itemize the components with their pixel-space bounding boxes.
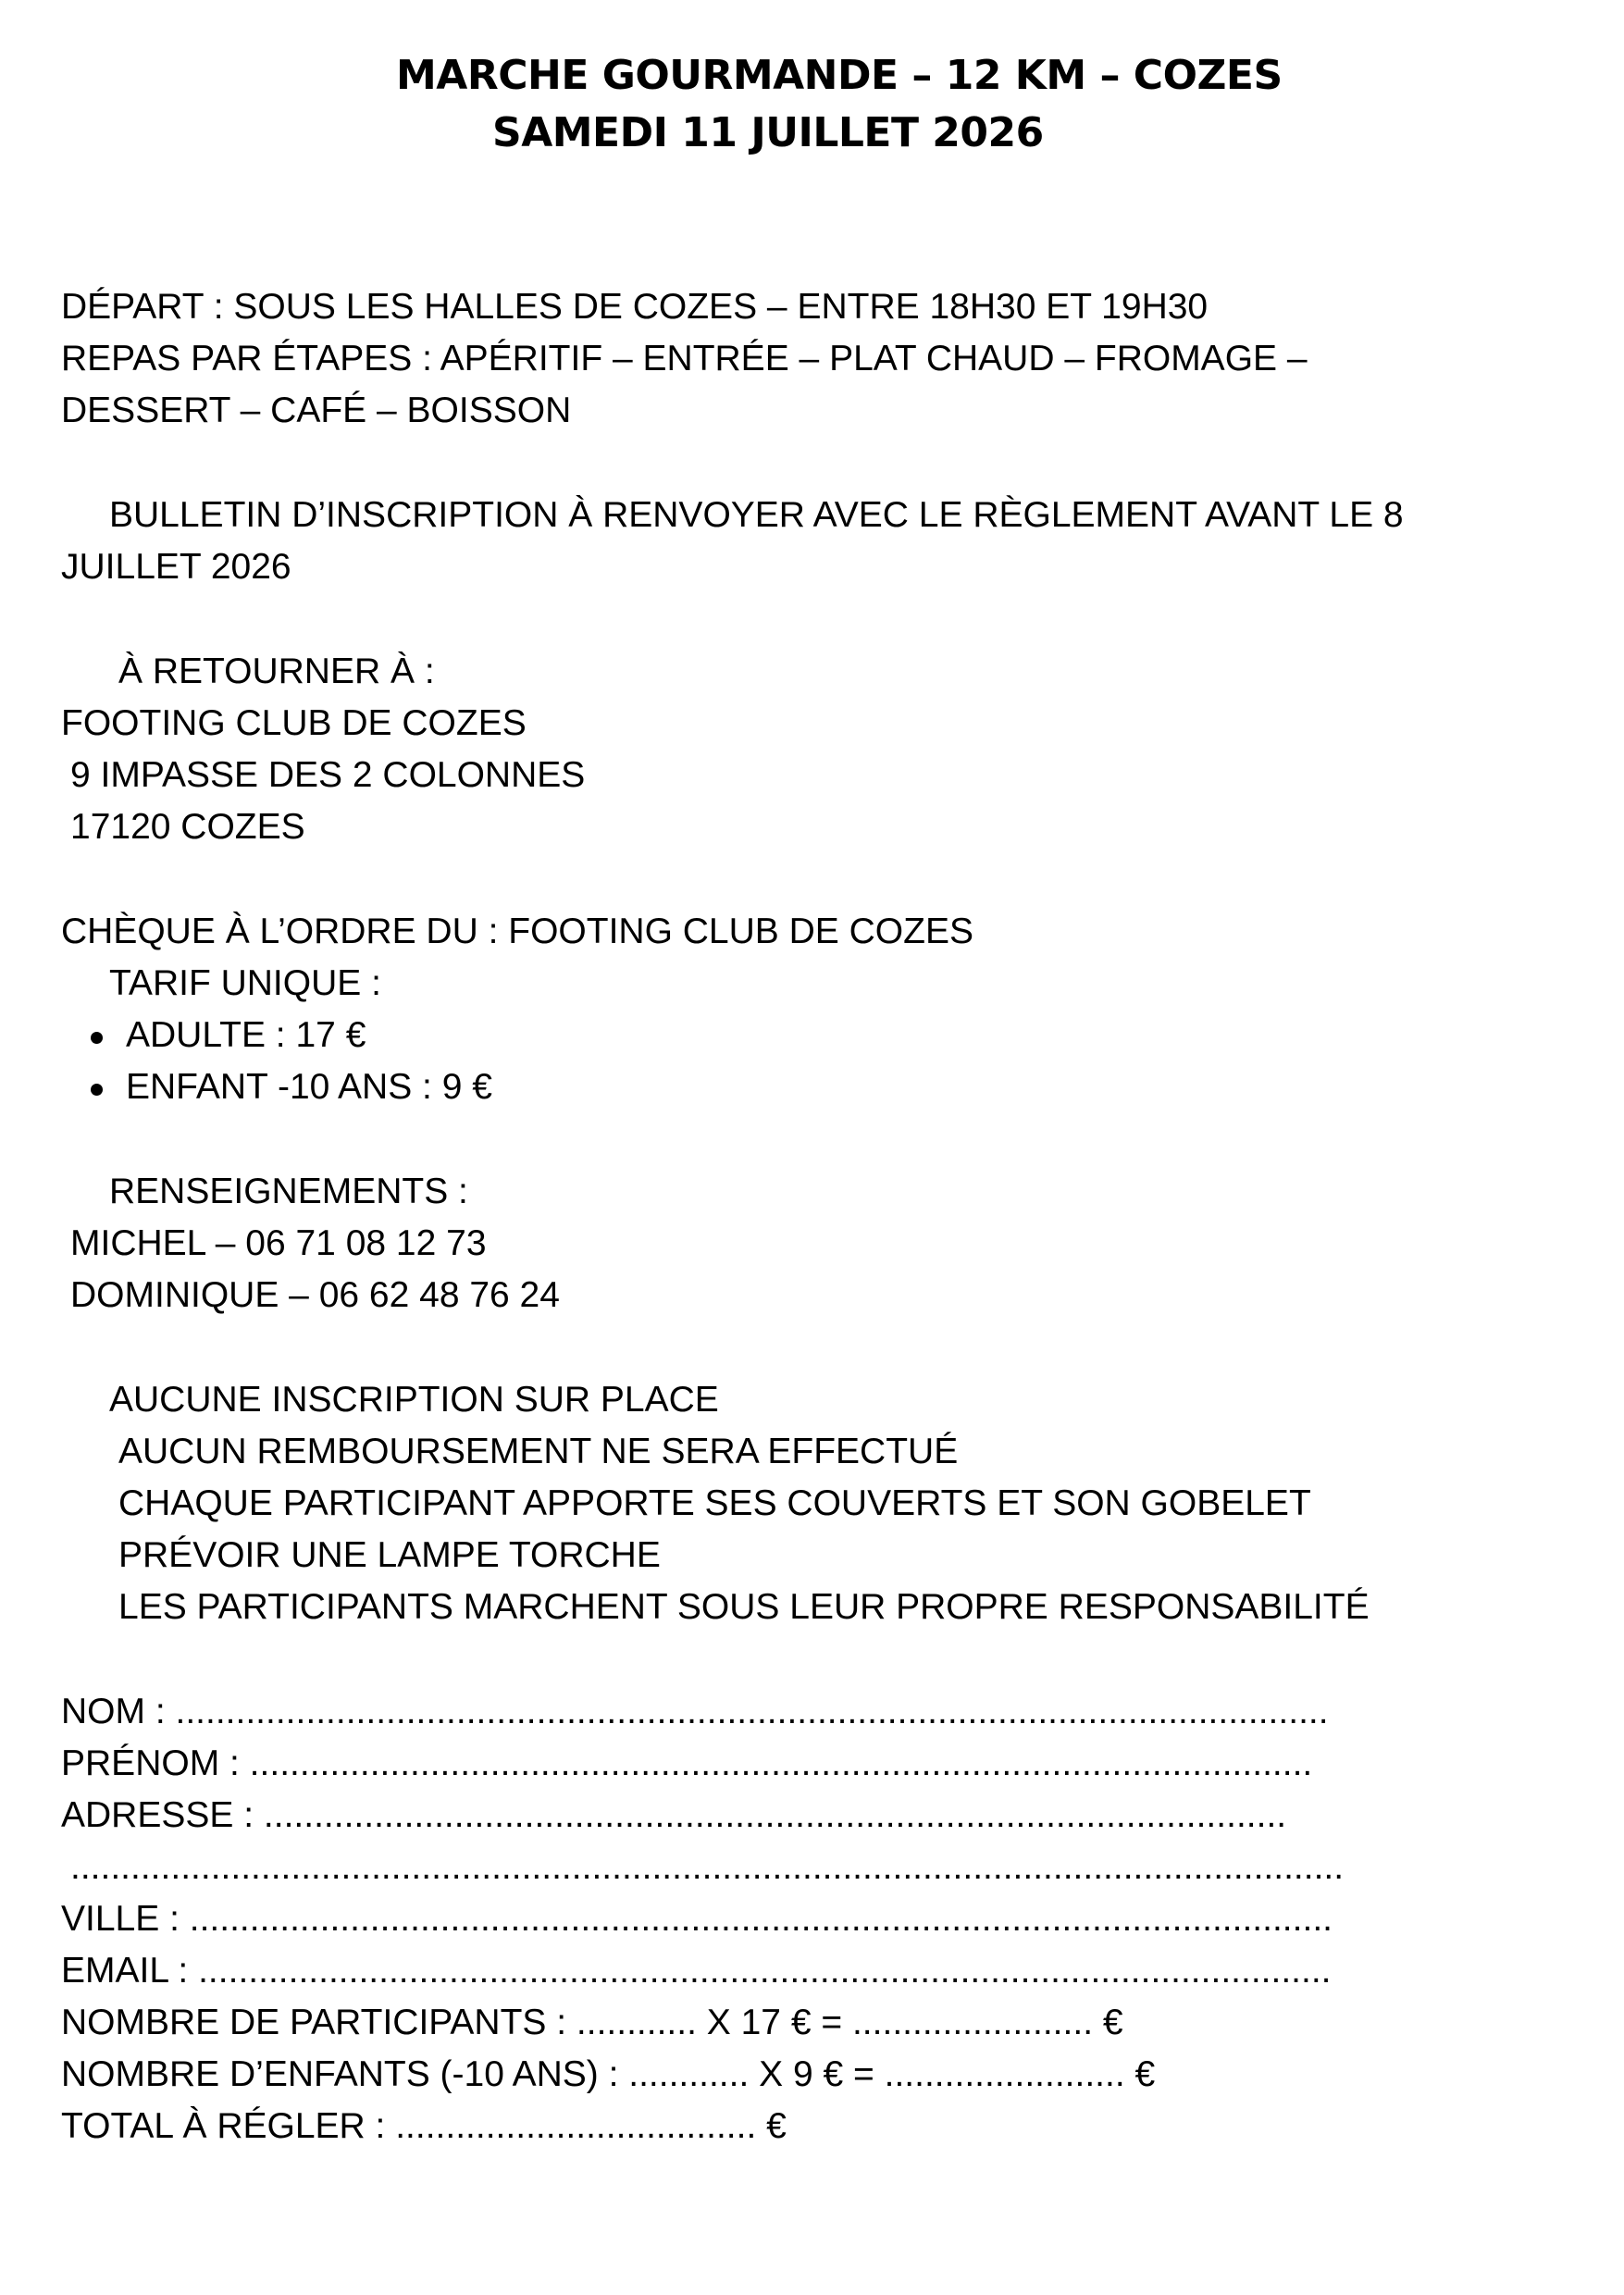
cheque-line: CHÈQUE À L’ORDRE DU : FOOTING CLUB DE COZES: [61, 912, 973, 951]
field-prenom[interactable]: PRÉNOM : ..........................................................................................................: [61, 1743, 1313, 1783]
field-nom[interactable]: NOM : ...................................................................................................................: [61, 1692, 1329, 1731]
field-participants[interactable]: NOMBRE DE PARTICIPANTS : ............ X 17 € = ........................ €: [61, 2003, 1123, 2042]
contact-dominique: DOMINIQUE – 06 62 48 76 24: [70, 1275, 560, 1315]
rule-torch: PRÉVOIR UNE LAMPE TORCHE: [118, 1535, 661, 1575]
rule-cutlery: CHAQUE PARTICIPANT APPORTE SES COUVERTS ET SON GOBELET: [118, 1483, 1311, 1523]
field-adresse-2[interactable]: ...............................................................................................................................: [70, 1847, 1345, 1887]
bullet-icon: [91, 1032, 103, 1044]
contact-michel: MICHEL – 06 71 08 12 73: [70, 1223, 487, 1263]
contact-heading: RENSEIGNEMENTS :: [109, 1172, 468, 1211]
tarif-heading: TARIF UNIQUE :: [109, 963, 381, 1003]
field-enfants[interactable]: NOMBRE D’ENFANTS (-10 ANS) : ............ X 9 € = ........................ €: [61, 2054, 1156, 2094]
tarif-adulte: ADULTE : 17 €: [126, 1015, 366, 1055]
field-ville[interactable]: VILLE : ..................................................................................................................: [61, 1899, 1333, 1939]
bulletin-line-1: BULLETIN D’INSCRIPTION À RENVOYER AVEC LE RÈGLEMENT AVANT LE 8: [109, 495, 1404, 535]
document-title: MARCHE GOURMANDE – 12 KM – COZES: [396, 52, 1283, 99]
repas-line-2: DESSERT – CAFÉ – BOISSON: [61, 391, 572, 430]
club-city: 17120 COZES: [70, 807, 305, 847]
event-date: SAMEDI 11 JUILLET 2026: [492, 109, 1044, 156]
rule-responsibility: LES PARTICIPANTS MARCHENT SOUS LEUR PROPRE RESPONSABILITÉ: [118, 1587, 1370, 1627]
club-street: 9 IMPASSE DES 2 COLONNES: [70, 755, 586, 795]
repas-line-1: REPAS PAR ÉTAPES : APÉRITIF – ENTRÉE – PLAT CHAUD – FROMAGE –: [61, 339, 1308, 378]
tarif-enfant: ENFANT -10 ANS : 9 €: [126, 1067, 492, 1107]
bullet-icon: [91, 1084, 103, 1096]
rule-no-onsite: AUCUNE INSCRIPTION SUR PLACE: [109, 1380, 719, 1420]
bulletin-line-2: JUILLET 2026: [61, 547, 291, 587]
rule-no-refund: AUCUN REMBOURSEMENT NE SERA EFFECTUÉ: [118, 1432, 959, 1471]
field-total[interactable]: TOTAL À RÉGLER : .................................... €: [61, 2106, 787, 2146]
depart-line: DÉPART : SOUS LES HALLES DE COZES – ENTRE 18H30 ET 19H30: [61, 287, 1209, 327]
club-name: FOOTING CLUB DE COZES: [61, 703, 527, 743]
field-adresse[interactable]: ADRESSE : ......................................................................................................: [61, 1795, 1287, 1835]
field-email[interactable]: EMAIL : .................................................................................................................: [61, 1951, 1332, 1991]
return-heading: À RETOURNER À :: [118, 651, 435, 691]
